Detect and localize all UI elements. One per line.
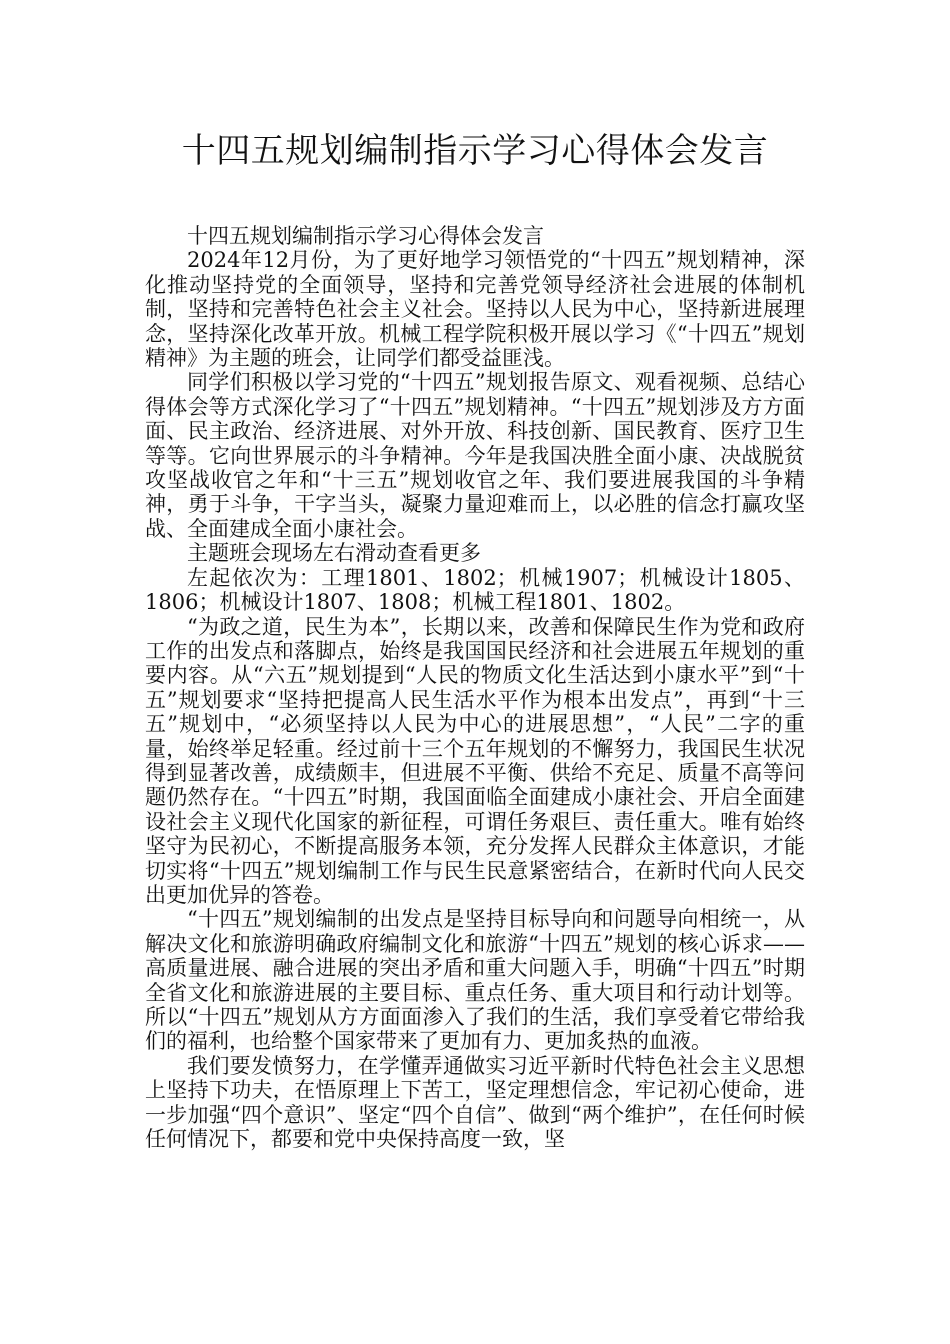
paragraph-subtitle: 十四五规划编制指示学习心得体会发言 [187, 224, 544, 248]
document-title: 十四五规划编制指示学习心得体会发言 [181, 131, 769, 171]
paragraph-planning: “十四五”规划编制的出发点是坚持目标导向和问题导向相统一，从解决文化和旅游明确政府编制文化和旅游“十四五”规划的核心诉求——高质量进展、融合进展的突出矛盾和重大问题入手，明确“十四五”时期全省文化和旅游进展的主要目标、重点任务、重大项目和行动计划等。所以“十四五”规划从方方面面渗入了我们的生活，我们享受着它带给我们的福利，也给整个国家带来了更加有力、更加炙热的血液。 [145, 907, 805, 1054]
paragraph-photo-caption: 主题班会现场左右滑动查看更多 [187, 541, 481, 566]
paragraph-livelihood: “为政之道，民生为本”，长期以来，改善和保障民生作为党和政府工作的出发点和落脚点，始终是我国国民经济和社会进展五年规划的重要内容。从“六五”规划提到“人民的物质文化生活达到小康水平”到“十五”规划要求“坚持把提高人民生活水平作为根本出发点”，再到“十三五”规划中，“必须坚持以人民为中心的进展思想”，“人民”二字的重量，始终举足轻重。经过前十三个五年规划的不懈努力，我国民生状况得到显著改善，成绩颇丰，但进展不平衡、供给不充足、质量不高等问题仍然存在。“十四五”时期，我国面临全面建成小康社会、开启全面建设社会主义现代化国家的新征程，可谓任务艰巨、责任重大。唯有始终坚守为民初心，不断提高服务本领，充分发挥人民群众主体意识，才能切实将“十四五”规划编制工作与民生民意紧密结合，在新时代向人民交出更加优异的答卷。 [145, 614, 805, 907]
paragraph-study: 同学们积极以学习党的“十四五”规划报告原文、观看视频、总结心得体会等方式深化学习了“十四五”规划精神。“十四五”规划涉及方方面面、民主政治、经济进展、对外开放、科技创新、国民教育、医疗卫生等等。它向世界展示的斗争精神。今年是我国决胜全面小康、决战脱贫攻坚战收官之年和“十三五”规划收官之年、我们要进展我国的斗争精神，勇于斗争，干字当头，凝聚力量迎难而上，以必胜的信念打赢攻坚战、全面建成全面小康社会。 [145, 370, 805, 541]
paragraph-class-list: 左起依次为：工理1801、1802；机械1907；机械设计1805、1806；机械设计1807、1808；机械工程1801、1802。 [145, 565, 805, 615]
paragraph-intro: 2024年12月份，为了更好地学习领悟党的“十四五”规划精神，深化推动坚持党的全面领导，坚持和完善党领导经济社会进展的体制机制，坚持和完善特色社会主义社会。坚持以人民为中心，坚持新进展理念，坚持深化改革开放。机械工程学院积极开展以学习《“十四五”规划精神》为主题的班会，让同学们都受益匪浅。 [145, 248, 805, 371]
document-body [145, 224, 805, 1151]
paragraph-effort: 我们要发愤努力，在学懂弄通做实习近平新时代特色社会主义思想上坚持下功夫，在悟原理上下苦工，坚定理想信念，牢记初心使命，进一步加强“四个意识”、坚定“四个自信”、做到“两个维护”，在任何时候任何情况下，都要和党中央保持高度一致，坚 [145, 1053, 805, 1152]
